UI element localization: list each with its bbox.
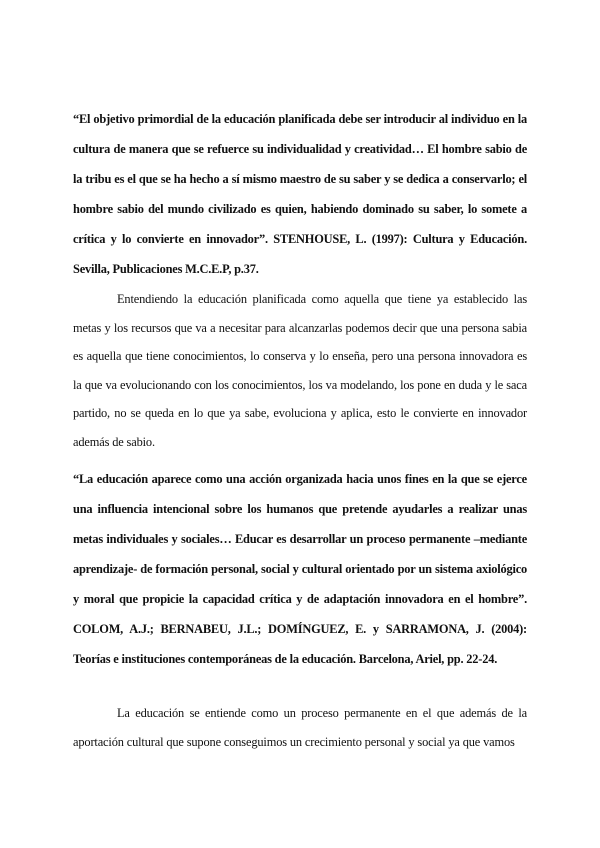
paragraph-proceso-permanente: La educación se entiende como un proceso permanente en el que además de la aportación cultural que supone conseguimos un crecimiento personal y social ya que vamos — [73, 706, 527, 749]
quote-colom: “La educación aparece como una acción organizada hacia unos fines en la que se ejerce una influencia intencional sobre los humanos que pretende ayudarles a realizar unas metas individuales y sociales… Educar es desarrollar un proceso permanente –mediante aprendizaje- de formación personal, social y cultural orientado por un sistema axiológico y moral que propicie la capacidad crítica y de adaptación innovadora en el hombre”. COLOM, A.J.; BERNABEU, J.L.; DOMÍNGUEZ, E. y SARRAMONA, J. (2004): Teorías e instituciones contemporáneas de la educación. Barcelona, Ariel, pp. 22-24. — [73, 472, 527, 666]
quote-stenhouse: “El objetivo primordial de la educación planificada debe ser introducir al individuo en la cultura de manera que se refuerce su individualidad y creatividad… El hombre sabio de la tribu es el que se ha hecho a sí mismo maestro de su saber y se dedica a conservarlo; el hombre sabio del mundo civilizado es quien, habiendo dominado su saber, lo somete a crítica y lo convierte en innovador”. STENHOUSE, L. (1997): Cultura y Educación. Sevilla, Publicaciones M.C.E.P, p.37. — [73, 112, 527, 276]
paragraph-educacion-planificada: Entendiendo la educación planificada como aquella que tiene ya establecido las metas y los recursos que va a necesitar para alcanzarlas podemos decir que una persona sabia es aquella que tiene conocimientos, lo conserva y lo enseña, pero una persona innovadora es la que va evolucionando con los conocimientos, los va modelando, los pone en duda y le saca partido, no se queda en lo que ya sabe, evoluciona y aplica, esto le convierte en innovador además de sabio. — [73, 292, 527, 449]
